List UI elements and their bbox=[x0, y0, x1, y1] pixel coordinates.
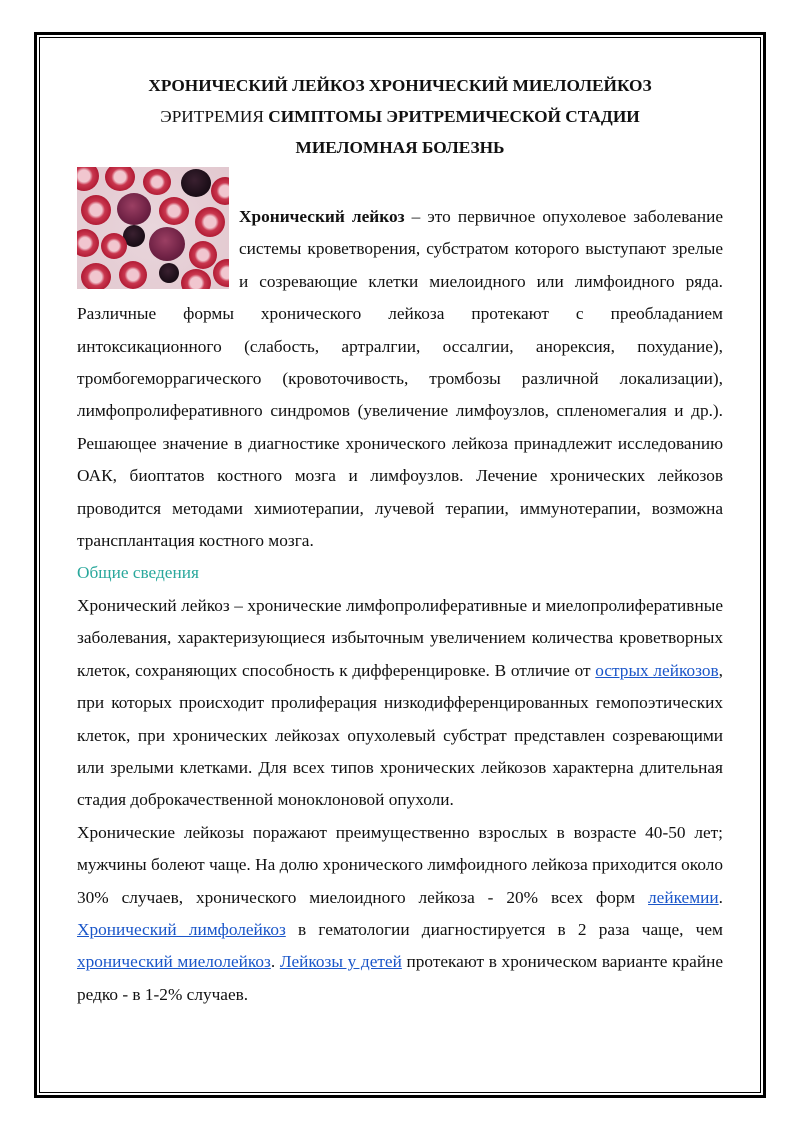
document-title bbox=[77, 70, 723, 163]
para2-text-e: протекают в хроническом варианте крайне редко - в 1-2% случаев. bbox=[77, 952, 724, 1004]
link-chronic-myeloid[interactable]: хронический миелолейкоз bbox=[77, 952, 271, 972]
para2-text-b: . bbox=[718, 887, 723, 907]
overview-paragraph-2 bbox=[77, 817, 723, 1011]
title-line-2-bold: СИМПТОМЫ ЭРИТРЕМИЧЕСКОЙ СТАДИИ bbox=[268, 107, 640, 126]
title-line-2-plain: ЭРИТРЕМИЯ bbox=[160, 107, 264, 126]
section-heading: Общие сведения bbox=[77, 563, 199, 583]
para2-text-c: в гематологии диагностируется в 2 раза чаще, чем bbox=[285, 919, 723, 939]
intro-term: Хронический лейкоз bbox=[239, 207, 405, 226]
link-chronic-lymphocytic[interactable]: Хронический лимфолейкоз bbox=[77, 919, 286, 939]
document-body bbox=[77, 70, 723, 1011]
overview-paragraph-1 bbox=[77, 590, 723, 817]
para2-text-d: . bbox=[270, 952, 280, 972]
title-line-1: ХРОНИЧЕСКИЙ ЛЕЙКОЗ ХРОНИЧЕСКИЙ МИЕЛОЛЕЙКОЗ bbox=[148, 76, 652, 95]
link-leukemia[interactable]: лейкемии bbox=[648, 887, 719, 907]
title-line-3: МИЕЛОМНАЯ БОЛЕЗНЬ bbox=[295, 138, 505, 157]
para1-text-b: , при которых происходит пролиферация низкодифференцированных гемопоэтических клеток, при хронических лейкозах опухолевый субстрат представлен созревающими или зрелыми клетками. Для всех типов хронических лейкозов характерна длительная стадия доброкачественной моноклоновой опухоли. bbox=[77, 660, 723, 810]
blood-smear-image bbox=[77, 167, 229, 289]
link-acute-leukemia[interactable]: острых лейкозов bbox=[595, 660, 719, 680]
para2-text-a: Хронические лейкозы поражают преимущественно взрослых в возрасте 40-50 лет; мужчины болеют чаще. На долю хронического лимфоидного лейкоза приходится около 30% случаев, хронического миелоидного лейкоза - 20% всех форм bbox=[77, 822, 723, 907]
link-leukemia-children[interactable]: Лейкозы у детей bbox=[279, 952, 402, 972]
para1-text-a: Хронический лейкоз – хронические лимфопролиферативные и миелопролиферативные заболевания, характеризующиеся избыточным увеличением количества кроветворных клеток, сохраняющих способность к дифференцировке. В отличие от bbox=[77, 595, 723, 680]
intro-text: – это первичное опухолевое заболевание системы кроветворения, субстратом которого выступают зрелые и созревающие клетки миелоидного или лимфоидного ряда. Различные формы хронического лейкоза протекают с преобладанием интоксикационного (слабость, артралгии, оссалгии, анорексия, похудание), тромбогеморрагического (кровоточивость, тромбозы различной локализации), лимфопролиферативного синдромов (увеличение лимфоузлов, спленомегалия и др.). Решающее значение в диагностике хронического лейкоза принадлежит исследованию ОАК, биоптатов костного мозга и лимфоузлов. Лечение хронических лейкозов проводится методами химиотерапии, лучевой терапии, иммунотерапии, возможна трансплантация костного мозга. bbox=[77, 207, 723, 551]
